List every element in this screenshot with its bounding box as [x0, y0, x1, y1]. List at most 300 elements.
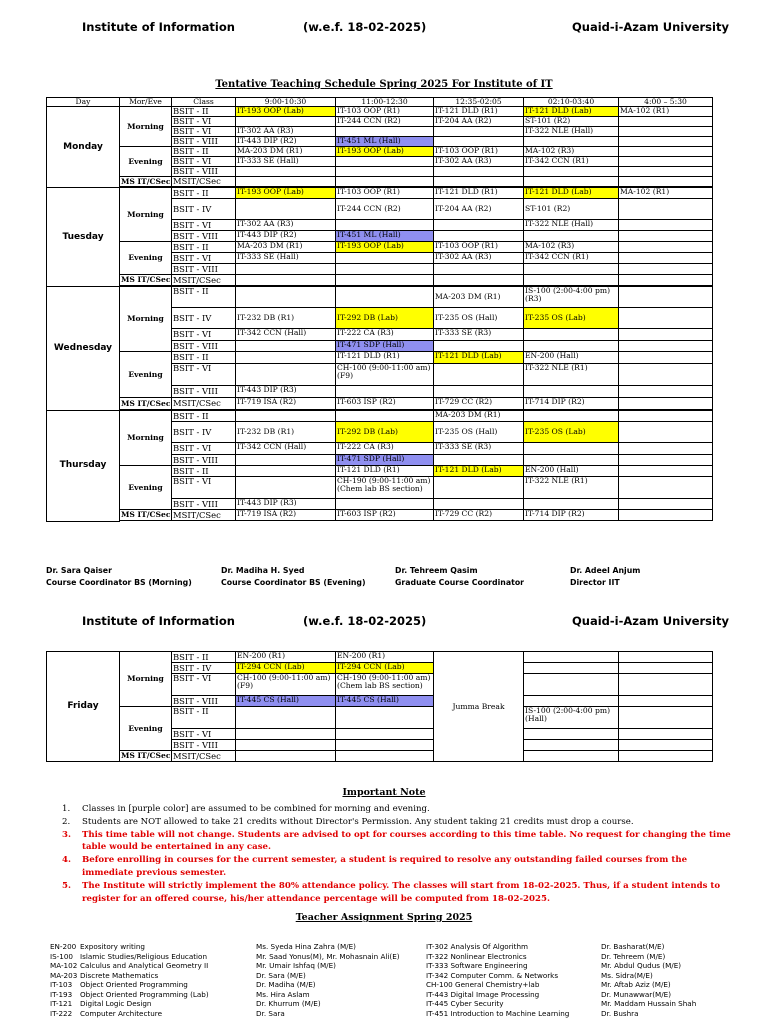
- schedule-cell: IT-729 CC (R2): [434, 510, 524, 521]
- signatory-name: Dr. Madiha H. Syed: [221, 566, 305, 575]
- teacher-name: Mr. Abdul Qudus (M/E): [601, 961, 682, 970]
- schedule-cell: [619, 740, 713, 751]
- schedule-cell: [236, 751, 336, 762]
- schedule-cell: [619, 674, 713, 696]
- schedule-cell: [524, 674, 619, 696]
- class-label: BSIT - VI: [172, 674, 236, 696]
- col-header: Mor/Eve: [120, 98, 172, 107]
- class-label: BSIT - II: [172, 411, 236, 422]
- schedule-cell: IT-294 CCN (Lab): [336, 663, 434, 674]
- class-label: MSIT/CSec: [172, 177, 236, 187]
- class-label: BSIT - VI: [172, 117, 236, 127]
- col-header: 4:00 – 5:30: [619, 98, 713, 107]
- schedule-cell: [619, 117, 713, 127]
- schedule-cell: IT-342 CCN (Hall): [236, 329, 336, 341]
- schedule-cell: IT-451 ML (Hall): [336, 137, 434, 147]
- schedule-cell: [434, 341, 524, 352]
- course-entry: IT-302 Analysis Of Algorithm: [426, 942, 529, 951]
- jumma-break-cell: [434, 652, 524, 762]
- schedule-cell: IT-333 SE (R3): [434, 329, 524, 341]
- course-code: MA-102: [50, 961, 78, 970]
- teacher-name: Ms. Hira Aslam: [256, 989, 310, 999]
- schedule-cell: IT-729 CC (R2): [434, 398, 524, 410]
- shift-evening: Evening: [120, 466, 172, 510]
- schedule-cell: IS-100 (2:00-4:00 pm) (R3): [524, 287, 619, 308]
- course-entry: IT-445 Cyber Security: [426, 999, 504, 1008]
- schedule-cell: MA-102 (R3): [524, 147, 619, 157]
- class-label: BSIT - VIII: [172, 499, 236, 510]
- important-note-heading: Important Note: [342, 787, 426, 798]
- schedule-cell: [336, 264, 434, 275]
- class-label: BSIT - VI: [172, 477, 236, 499]
- schedule-cell: EN-200 (Hall): [524, 352, 619, 364]
- schedule-cell: [336, 411, 434, 422]
- note-number: 5.: [62, 880, 71, 891]
- schedule-cell: IT-443 DIP (R3): [236, 499, 336, 510]
- course-entry: [50, 942, 209, 952]
- table-row: [47, 352, 713, 364]
- schedule-cell: [434, 499, 524, 510]
- schedule-cell: IT-302 AA (R3): [434, 157, 524, 167]
- course-code: MA-203: [50, 970, 78, 980]
- schedule-cell: IT-322 NLE (R1): [524, 364, 619, 386]
- teacher-assignment-heading: Teacher Assignment Spring 2025: [295, 912, 473, 923]
- schedule-cell: IT-302 AA (R3): [434, 253, 524, 264]
- schedule-cell: [524, 231, 619, 242]
- table-row: [47, 177, 713, 187]
- schedule-cell: [619, 364, 713, 386]
- schedule-cell: [524, 729, 619, 740]
- shift-ms: MS IT/CSec: [121, 510, 171, 520]
- course-title: Expository writing: [80, 942, 145, 951]
- course-title: Computer Architecture: [80, 1008, 163, 1018]
- col-header: Day: [47, 98, 120, 107]
- schedule-cell: [434, 167, 524, 177]
- schedule-cell: [524, 167, 619, 177]
- schedule-cell: [619, 308, 713, 329]
- schedule-cell: IT-103 OOP (R1): [336, 107, 434, 117]
- class-label: BSIT - II: [172, 107, 236, 117]
- note-text: The Institute will strictly implement the 80% attendance policy. The classes will start from 18-02-2025. Thus, if a student intends to register for an offered course, his/her attendance percentage will be computed from 18-02-2025.: [82, 880, 721, 904]
- schedule-cell: IT-471 SDP (Hall): [336, 455, 434, 466]
- class-label: BSIT - VIII: [172, 740, 236, 751]
- schedule-cell: CH-190 (9:00-11:00 am) (Chem lab BS section): [336, 477, 434, 499]
- schedule-cell: [524, 652, 619, 663]
- teacher-name: Mr. Saad Yonus(M), Mr. Mohasnain Ali(E): [256, 951, 400, 961]
- schedule-cell: IT-235 OS (Hall): [434, 422, 524, 443]
- schedule-cell: IT-603 ISP (R2): [336, 398, 434, 410]
- table-row: [47, 287, 713, 308]
- class-label: BSIT - VI: [172, 220, 236, 231]
- schedule-cell: MA-203 DM (R1): [236, 147, 336, 157]
- schedule-cell: [236, 167, 336, 177]
- schedule-cell: EN-200 (R1): [236, 652, 336, 663]
- class-label: BSIT - VIII: [172, 455, 236, 466]
- schedule-cell: IT-121 DLD (Lab): [434, 352, 524, 364]
- schedule-cell: IT-322 NLE (R1): [524, 477, 619, 499]
- schedule-cell: [336, 386, 434, 398]
- schedule-cell: IT-443 DIP (R2): [236, 231, 336, 242]
- schedule-cell: [434, 137, 524, 147]
- effective-date: (w.e.f. 18-02-2025): [303, 20, 427, 34]
- schedule-cell: [524, 696, 619, 707]
- schedule-cell: [524, 740, 619, 751]
- schedule-cell: [434, 177, 524, 187]
- schedule-cell: [619, 398, 713, 410]
- schedule-cell: IT-342 CCN (R1): [524, 157, 619, 167]
- schedule-cell: MA-203 DM (R1): [236, 242, 336, 253]
- table-row: [47, 242, 713, 253]
- course-entry: [50, 961, 209, 971]
- schedule-cell: ST-101 (R2): [524, 117, 619, 127]
- schedule-cell: [236, 729, 336, 740]
- schedule-cell: IT-342 CCN (Hall): [236, 443, 336, 455]
- schedule-cell: [619, 287, 713, 308]
- schedule-cell: MA-102 (R1): [619, 107, 713, 117]
- schedule-cell: [619, 341, 713, 352]
- class-label: BSIT - II: [172, 147, 236, 157]
- schedule-cell: IT-204 AA (R2): [434, 117, 524, 127]
- class-label: BSIT - VIII: [172, 264, 236, 275]
- shift-morning: Morning: [120, 411, 172, 466]
- signatory-name: Dr. Sara Qaiser: [46, 566, 112, 575]
- schedule-cell: EN-200 (R1): [336, 652, 434, 663]
- note-item: [62, 829, 732, 855]
- table-row: [47, 652, 713, 663]
- schedule-cell: IT-451 ML (Hall): [336, 231, 434, 242]
- schedule-cell: [434, 386, 524, 398]
- schedule-cell: IT-121 DLD (R1): [434, 188, 524, 199]
- schedule-cell: [619, 352, 713, 364]
- class-label: BSIT - II: [172, 352, 236, 364]
- course-entry: [50, 971, 209, 981]
- schedule-cell: IT-232 DB (R1): [236, 422, 336, 443]
- schedule-cell: [619, 127, 713, 137]
- schedule-cell: IT-121 DLD (Lab): [524, 188, 619, 199]
- schedule-cell: IT-244 CCN (R2): [336, 117, 434, 127]
- schedule-cell: [236, 117, 336, 127]
- shift-morning: Morning: [120, 287, 172, 352]
- table-row: [47, 188, 713, 199]
- schedule-cell: [236, 177, 336, 187]
- class-label: BSIT - II: [172, 466, 236, 477]
- col-header: 02:10-03:40: [524, 98, 619, 107]
- schedule-cell: [336, 740, 434, 751]
- col-header: 12:35-02:05: [434, 98, 524, 107]
- schedule-cell: [619, 157, 713, 167]
- schedule-cell: IT-322 NLE (Hall): [524, 220, 619, 231]
- note-number: 2.: [62, 816, 71, 827]
- schedule-cell: IT-302 AA (R3): [236, 220, 336, 231]
- schedule-cell: IS-100 (2:00-4:00 pm) (Hall): [524, 707, 619, 729]
- schedule-cell: IT-222 CA (R3): [336, 329, 434, 341]
- schedule-cell: IT-333 SE (Hall): [236, 253, 336, 264]
- schedule-cell: [336, 287, 434, 308]
- signature-director: [570, 565, 640, 589]
- schedule-cell: [619, 264, 713, 275]
- schedule-cell: IT-445 CS (Hall): [336, 696, 434, 707]
- day-friday: Friday: [47, 652, 120, 762]
- schedule-cell: [236, 466, 336, 477]
- signatory-role: Graduate Course Coordinator: [395, 578, 525, 587]
- class-label: BSIT - II: [172, 287, 236, 308]
- schedule-cell: [619, 253, 713, 264]
- schedule-cell: [336, 167, 434, 177]
- schedule-cell: IT-222 CA (R3): [336, 443, 434, 455]
- schedule-cell: ST-101 (R2): [524, 199, 619, 220]
- schedule-cell: IT-193 OOP (Lab): [336, 147, 434, 157]
- schedule-cell: [524, 264, 619, 275]
- course-title: Object Oriented Programming (Lab): [80, 989, 209, 999]
- schedule-cell: [619, 177, 713, 187]
- table-header-row: [47, 98, 713, 107]
- note-item: [62, 880, 732, 906]
- schedule-cell: IT-445 CS (Hall): [236, 696, 336, 707]
- schedule-cell: [619, 242, 713, 253]
- note-text: Before enrolling in courses for the current semester, a student is required to resolve any outstanding failed courses from the immediate previous semester.: [82, 855, 688, 878]
- schedule-cell: IT-322 NLE (Hall): [524, 127, 619, 137]
- note-item: [62, 816, 732, 829]
- class-label: BSIT - VI: [172, 157, 236, 167]
- signatory-name: Dr. Tehreem Qasim: [395, 566, 478, 575]
- schedule-cell: [524, 329, 619, 341]
- schedule-table: [46, 97, 713, 522]
- schedule-cell: IT-103 OOP (R1): [336, 188, 434, 199]
- schedule-cell: [619, 707, 713, 729]
- shift-morning: Morning: [120, 107, 172, 147]
- schedule-cell: [619, 220, 713, 231]
- class-label: BSIT - VIII: [172, 231, 236, 242]
- schedule-cell: [236, 411, 336, 422]
- schedule-cell: [524, 137, 619, 147]
- schedule-cell: IT-443 DIP (R3): [236, 386, 336, 398]
- schedule-cell: [236, 341, 336, 352]
- class-label: BSIT - II: [172, 652, 236, 663]
- class-label: MSIT/CSec: [172, 751, 236, 762]
- schedule-cell: MA-203 DM (R1): [434, 287, 524, 308]
- schedule-cell: CH-100 (9:00-11:00 am) (F9): [336, 364, 434, 386]
- course-code: EN-200: [50, 942, 77, 951]
- schedule-cell: IT-121 DLD (R1): [336, 352, 434, 364]
- shift-morning: Morning: [120, 652, 172, 707]
- schedule-cell: IT-603 ISP (R2): [336, 510, 434, 521]
- course-entry: IT-443 Digital Image Processing: [426, 989, 540, 999]
- schedule-cell: [619, 729, 713, 740]
- shift-ms: MS IT/CSec: [121, 275, 171, 285]
- course-code: IT-103: [50, 980, 73, 989]
- class-label: MSIT/CSec: [172, 275, 236, 286]
- teacher-name: Dr. Munawwar(M/E): [601, 989, 672, 999]
- note-text: Students are NOT allowed to take 21 credits without Director's Permission. Any student taking 21 credits must drop a course.: [82, 816, 634, 827]
- course-entry: IT-322 Nonlinear Electronics: [426, 951, 527, 961]
- schedule-cell: [619, 477, 713, 499]
- shift-ms: MS IT/CSec: [121, 398, 171, 408]
- schedule-cell: [434, 455, 524, 466]
- note-item: [62, 803, 732, 816]
- class-label: BSIT - VIII: [172, 386, 236, 398]
- schedule-cell: [336, 729, 434, 740]
- schedule-cell: [524, 177, 619, 187]
- class-label: BSIT - VI: [172, 729, 236, 740]
- shift-ms: MS IT/CSec: [121, 751, 171, 761]
- schedule-cell: [236, 275, 336, 286]
- schedule-cell: [619, 386, 713, 398]
- course-entry: IT-333 Software Engineering: [426, 961, 528, 970]
- schedule-cell: [236, 264, 336, 275]
- institute-name: Institute of Information: [82, 614, 235, 628]
- schedule-cell: [434, 364, 524, 386]
- table-row: [47, 510, 713, 521]
- schedule-cell: IT-714 DIP (R2): [524, 510, 619, 521]
- schedule-cell: IT-443 DIP (R2): [236, 137, 336, 147]
- university-name: Quaid-i-Azam University: [572, 614, 729, 628]
- schedule-cell: [619, 751, 713, 762]
- schedule-cell: IT-292 DB (Lab): [336, 422, 434, 443]
- shift-evening: Evening: [120, 707, 172, 751]
- course-title: Islamic Studies/Religious Education: [80, 951, 207, 961]
- page-header-1: [0, 20, 768, 40]
- schedule-cell: IT-302 AA (R3): [236, 127, 336, 137]
- schedule-cell: [619, 231, 713, 242]
- schedule-cell: IT-121 DLD (Lab): [434, 466, 524, 477]
- table-row: [47, 147, 713, 157]
- schedule-cell: [619, 443, 713, 455]
- shift-evening: Evening: [120, 352, 172, 398]
- schedule-cell: MA-203 DM (R1): [434, 411, 524, 422]
- schedule-cell: [524, 663, 619, 674]
- schedule-cell: IT-103 OOP (R1): [434, 242, 524, 253]
- schedule-cell: IT-342 CCN (R1): [524, 253, 619, 264]
- teacher-list-1: [256, 942, 400, 1018]
- col-header: Class: [172, 98, 236, 107]
- schedule-cell: [434, 264, 524, 275]
- signature-graduate-coordinator: [395, 565, 524, 589]
- institute-name: Institute of Information: [82, 20, 235, 34]
- schedule-cell: [524, 751, 619, 762]
- schedule-cell: IT-244 CCN (R2): [336, 199, 434, 220]
- table-row: [47, 275, 713, 286]
- schedule-cell: [619, 455, 713, 466]
- col-header: 9:00-10:30: [236, 98, 336, 107]
- schedule-cell: [336, 707, 434, 729]
- schedule-cell: [434, 231, 524, 242]
- schedule-cell: [524, 499, 619, 510]
- schedule-cell: [619, 422, 713, 443]
- schedule-cell: [336, 751, 434, 762]
- schedule-cell: IT-193 OOP (Lab): [236, 188, 336, 199]
- note-number: 1.: [62, 804, 71, 814]
- note-item: [62, 854, 732, 880]
- class-label: BSIT - VIII: [172, 341, 236, 352]
- schedule-cell: [336, 220, 434, 231]
- schedule-cell: IT-121 DLD (R1): [434, 107, 524, 117]
- schedule-cell: IT-292 DB (Lab): [336, 308, 434, 329]
- schedule-cell: [336, 127, 434, 137]
- class-label: BSIT - IV: [172, 422, 236, 443]
- schedule-cell: [236, 740, 336, 751]
- table-row: [47, 751, 713, 762]
- schedule-cell: [524, 455, 619, 466]
- note-text: Classes in [purple color] are assumed to be combined for morning and evening.: [82, 804, 430, 814]
- schedule-cell: MA-102 (R3): [524, 242, 619, 253]
- schedule-cell: CH-100 (9:00-11:00 am) (F9): [236, 674, 336, 696]
- signature-coordinator-evening: [221, 565, 366, 589]
- page-header-2: [0, 614, 768, 634]
- schedule-cell: IT-719 ISA (R2): [236, 510, 336, 521]
- schedule-cell: [236, 477, 336, 499]
- schedule-cell: IT-333 SE (Hall): [236, 157, 336, 167]
- schedule-cell: [336, 253, 434, 264]
- schedule-cell: IT-471 SDP (Hall): [336, 341, 434, 352]
- teacher-name: Dr. Basharat(M/E): [601, 942, 665, 951]
- schedule-cell: [619, 147, 713, 157]
- schedule-cell: CH-190 (9:00-11:00 am) (Chem lab BS section): [336, 674, 434, 696]
- signatory-role: Course Coordinator BS (Evening): [221, 578, 366, 587]
- teacher-name: Dr. Khurrum (M/E): [256, 999, 321, 1008]
- schedule-cell: MA-102 (R1): [619, 188, 713, 199]
- schedule-cell: [619, 510, 713, 521]
- schedule-cell: [524, 275, 619, 286]
- schedule-cell: [619, 466, 713, 477]
- friday-table: [46, 651, 713, 762]
- note-number: 3.: [62, 829, 71, 840]
- schedule-cell: [336, 157, 434, 167]
- university-name: Quaid-i-Azam University: [572, 20, 729, 34]
- schedule-cell: [619, 275, 713, 286]
- important-note-list: [62, 803, 732, 905]
- schedule-cell: [236, 364, 336, 386]
- schedule-cell: [524, 443, 619, 455]
- teacher-name: Dr. Sara (M/E): [256, 970, 306, 980]
- table-row: [47, 107, 713, 117]
- course-title: Digital Logic Design: [80, 999, 152, 1008]
- table-row: [47, 707, 713, 729]
- schedule-cell: EN-200 (Hall): [524, 466, 619, 477]
- schedule-cell: [336, 177, 434, 187]
- shift-ms: MS IT/CSec: [121, 176, 171, 186]
- schedule-cell: [619, 696, 713, 707]
- class-label: MSIT/CSec: [172, 398, 236, 410]
- table-row: [47, 411, 713, 422]
- schedule-cell: [434, 220, 524, 231]
- course-code: IT-222: [50, 1008, 73, 1018]
- day-monday: Monday: [47, 107, 120, 188]
- jumma-break-label: Jumma Break: [452, 701, 505, 711]
- class-label: BSIT - VI: [172, 364, 236, 386]
- teacher-name: Dr. Bushra: [601, 1008, 639, 1018]
- schedule-cell: [619, 652, 713, 663]
- day-tuesday: Tuesday: [47, 188, 120, 287]
- course-entry: IT-342 Computer Comm. & Networks: [426, 970, 559, 980]
- schedule-cell: IT-235 OS (Lab): [524, 308, 619, 329]
- schedule-cell: [619, 329, 713, 341]
- schedule-cell: IT-333 SE (R3): [434, 443, 524, 455]
- day-thursday: Thursday: [47, 411, 120, 522]
- schedule-cell: [619, 499, 713, 510]
- schedule-cell: IT-121 DLD (Lab): [524, 107, 619, 117]
- schedule-cell: [524, 341, 619, 352]
- schedule-cell: [236, 352, 336, 364]
- schedule-cell: IT-193 OOP (Lab): [336, 242, 434, 253]
- course-entry: [50, 999, 209, 1009]
- course-entry: [50, 952, 209, 962]
- course-list: [50, 942, 209, 1018]
- class-label: BSIT - VIII: [172, 696, 236, 707]
- schedule-cell: [236, 199, 336, 220]
- schedule-cell: [236, 707, 336, 729]
- course-code: IS-100: [50, 951, 73, 961]
- signatory-role: Director IIT: [570, 578, 620, 587]
